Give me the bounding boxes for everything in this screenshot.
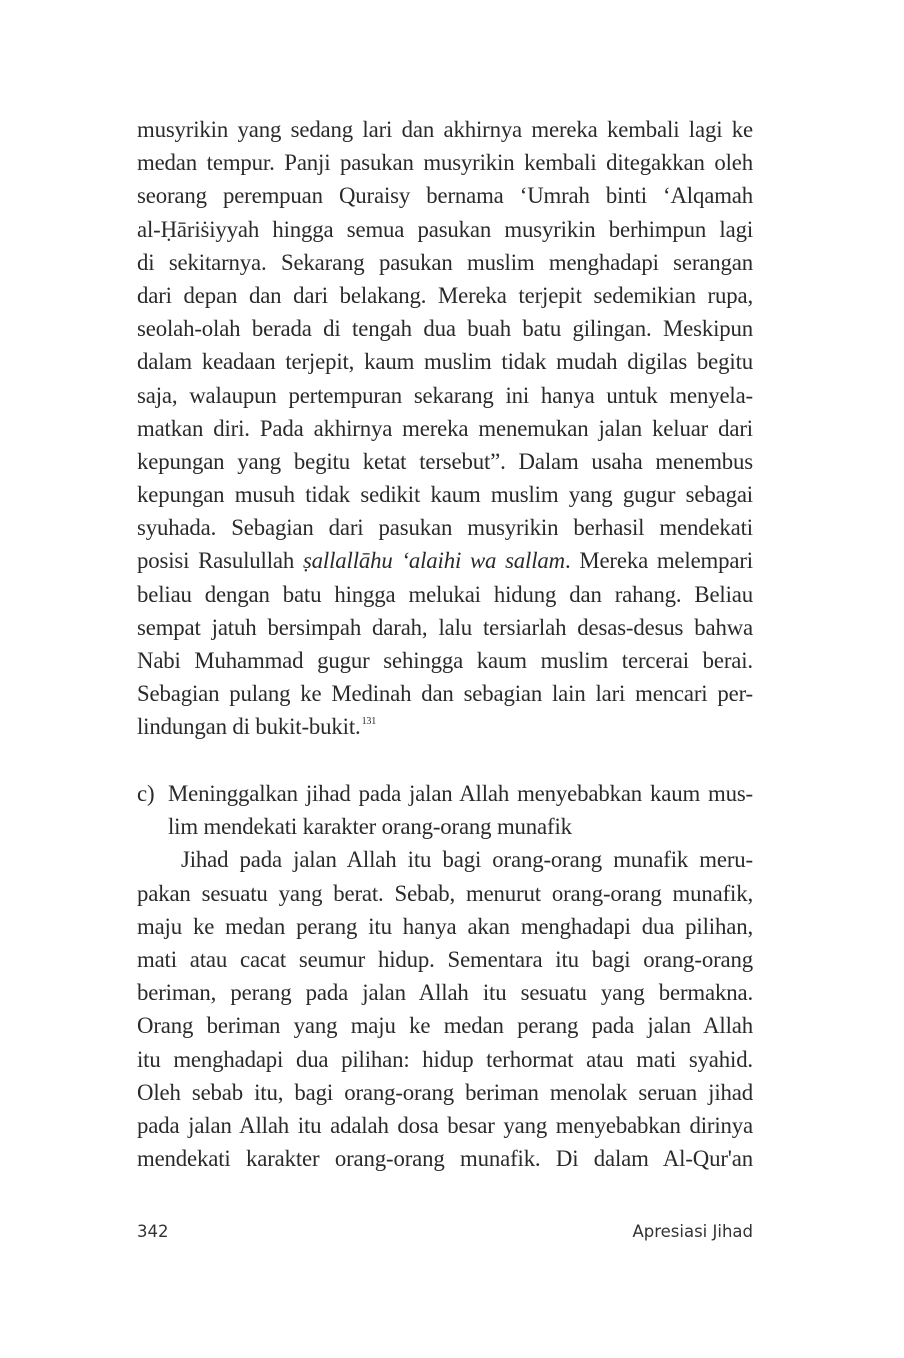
text-line: pakan sesuatu yang berat. Sebab, menurut orang-orang munafik, bbox=[137, 880, 753, 906]
text-line: maju ke medan perang itu hanya akan menghadapi dua pilihan, bbox=[137, 913, 753, 939]
page-number: 342 bbox=[137, 1222, 169, 1241]
text-line: beriman, perang pada jalan Allah itu sesuatu yang bermakna. bbox=[137, 980, 753, 1006]
text-line: sempat jatuh bersimpah darah, lalu tersiarlah desas-desus bahwa bbox=[137, 614, 753, 640]
text-line: pada jalan Allah itu adalah dosa besar yang menyebabkan dirinya bbox=[137, 1112, 753, 1138]
text-line: saja, walaupun pertempuran sekarang ini hanya untuk menyela- bbox=[137, 382, 753, 408]
text-line: Oleh sebab itu, bagi orang-orang beriman menolak seruan jihad bbox=[137, 1079, 753, 1105]
running-title: Apresiasi Jihad bbox=[632, 1222, 753, 1241]
text-line-with-italic bbox=[137, 544, 753, 577]
text-line: dalam keadaan terjepit, kaum muslim tidak mudah digilas begitu bbox=[137, 349, 753, 375]
text-line: musyrikin yang sedang lari dan akhirnya mereka kembali lagi ke bbox=[137, 117, 753, 142]
text-line: Orang beriman yang maju ke medan perang pada jalan Allah bbox=[137, 1013, 753, 1039]
list-item-heading bbox=[137, 777, 753, 810]
list-item-text: Meninggalkan jihad pada jalan Allah menyebabkan kaum mus- bbox=[168, 781, 753, 806]
text-line: di sekitarnya. Sekarang pasukan muslim menghadapi serangan bbox=[137, 249, 753, 275]
text-line: syuhada. Sebagian dari pasukan musyrikin berhasil mendekati bbox=[137, 515, 753, 541]
list-item-continuation: lim mendekati karakter orang-orang munafik bbox=[168, 814, 572, 840]
text-line: dari depan dan dari belakang. Mereka terjepit sedemikian rupa, bbox=[137, 282, 753, 308]
text-line: matkan diri. Pada akhirnya mereka menemukan jalan keluar dari bbox=[137, 415, 753, 441]
text-line-last bbox=[137, 710, 753, 743]
text-line: seorang perempuan Quraisy bernama ‘Umrah binti ‘Alqamah bbox=[137, 183, 753, 209]
list-marker: c) bbox=[137, 781, 155, 806]
text-segment: posisi Rasulullah bbox=[137, 548, 295, 574]
text-line: medan tempur. Panji pasukan musyrikin kembali ditegakkan oleh bbox=[137, 150, 753, 176]
text-line: beliau dengan batu hingga melukai hidung dan rahang. Beliau bbox=[137, 581, 753, 607]
text-line: kepungan yang begitu ketat tersebut”. Dalam usaha menembus bbox=[137, 448, 753, 474]
text-line: mati atau cacat seumur hidup. Sementara itu bagi orang-orang bbox=[137, 946, 753, 972]
text-line: Nabi Muhammad gugur sehingga kaum muslim tercerai berai. bbox=[137, 648, 753, 673]
text-line: seolah-olah berada di tengah dua buah batu gilingan. Meskipun bbox=[137, 316, 753, 342]
text-line: mendekati karakter orang-orang munafik. Di dalam Al-Qur'an bbox=[137, 1146, 753, 1172]
footnote-marker: 131 bbox=[361, 716, 377, 728]
text-line: itu menghadapi dua pilihan: hidup terhormat atau mati syahid. bbox=[137, 1046, 753, 1072]
section-c bbox=[137, 777, 753, 1175]
text-segment: lindungan di bukit-bukit. bbox=[137, 714, 361, 740]
text-line: Sebagian pulang ke Medinah dan sebagian lain lari mencari per- bbox=[137, 681, 753, 707]
text-line: Jihad pada jalan Allah itu bagi orang-orang munafik meru- bbox=[181, 847, 753, 873]
page-footer bbox=[137, 1222, 753, 1246]
italic-phrase: ṣallallāhu ‘alaihi wa sallam bbox=[302, 548, 565, 574]
paragraph-continued bbox=[137, 113, 753, 744]
text-line: al-Ḥāriṡiyyah hingga semua pasukan musyrikin berhimpun lagi bbox=[137, 216, 753, 242]
text-line: kepungan musuh tidak sedikit kaum muslim yang gugur sebagai bbox=[137, 482, 753, 508]
text-segment: . Mereka melempari bbox=[564, 548, 753, 574]
